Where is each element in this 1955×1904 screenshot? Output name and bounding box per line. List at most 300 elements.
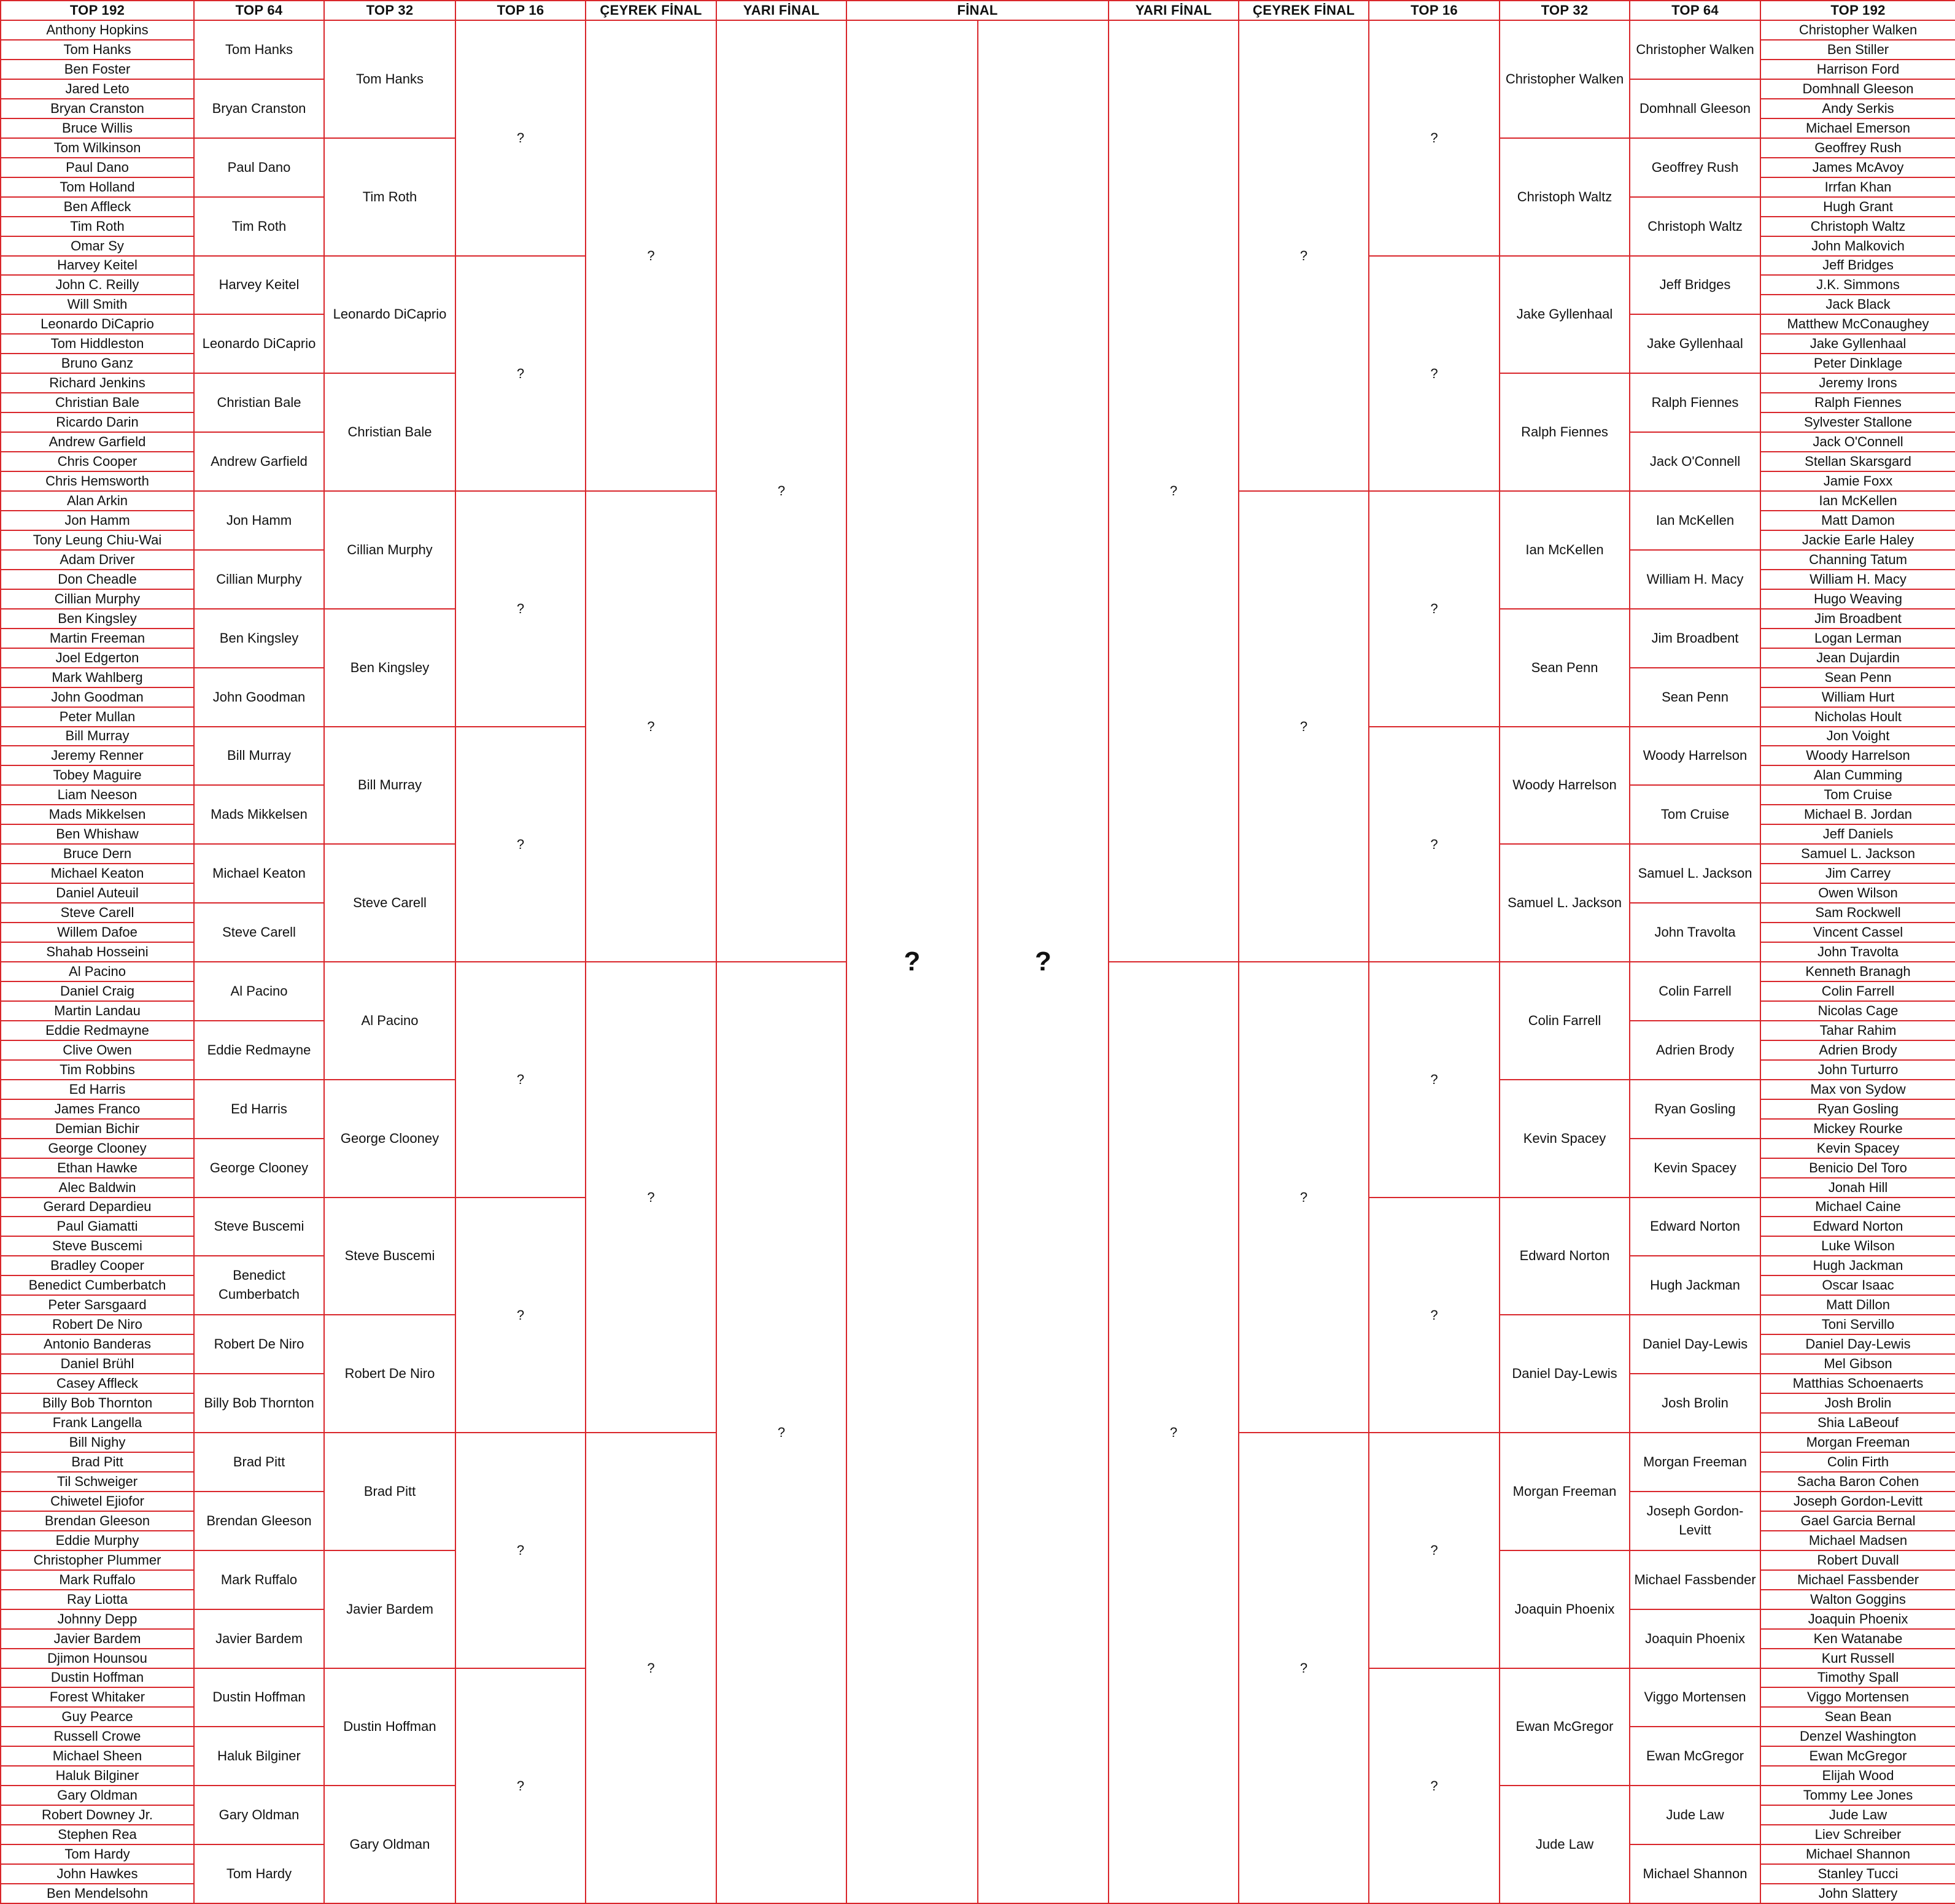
contestant-top192[interactable]: Walton Goggins — [1760, 1589, 1955, 1610]
contestant-top192[interactable]: Sean Bean — [1760, 1706, 1955, 1727]
contestant-top192[interactable]: Ben Mendelsohn — [0, 1883, 195, 1904]
contestant-top192[interactable]: Eddie Redmayne — [0, 1020, 195, 1041]
contestant-top192[interactable]: Jeremy Renner — [0, 745, 195, 766]
contestant-top192[interactable]: Matthias Schoenaerts — [1760, 1373, 1955, 1394]
contestant-top192[interactable]: Tom Hardy — [0, 1844, 195, 1865]
contestant-top192[interactable]: Max von Sydow — [1760, 1079, 1955, 1100]
contestant-top192[interactable]: Denzel Washington — [1760, 1726, 1955, 1747]
contestant-top192[interactable]: John Malkovich — [1760, 236, 1955, 257]
contestant-top64[interactable]: Jake Gyllenhaal — [1629, 314, 1761, 374]
contestant-top192[interactable]: Mark Ruffalo — [0, 1569, 195, 1590]
contestant-top64[interactable]: Hugh Jackman — [1629, 1255, 1761, 1315]
contestant-top192[interactable]: John C. Reilly — [0, 274, 195, 295]
contestant-top192[interactable]: Robert Downey Jr. — [0, 1805, 195, 1825]
contestant-top32[interactable]: Bill Murray — [323, 726, 456, 845]
contestant-top192[interactable]: Colin Firth — [1760, 1452, 1955, 1473]
contestant-top192[interactable]: Josh Brolin — [1760, 1393, 1955, 1414]
contestant-top64[interactable]: John Goodman — [193, 667, 325, 727]
contestant-top64[interactable]: Samuel L. Jackson — [1629, 843, 1761, 904]
contestant-top192[interactable]: Ryan Gosling — [1760, 1099, 1955, 1120]
contestant-top192[interactable]: Daniel Brühl — [0, 1353, 195, 1374]
contestant-top192[interactable]: Irrfan Khan — [1760, 177, 1955, 198]
contestant-top192[interactable]: Ethan Hawke — [0, 1158, 195, 1178]
contestant-top192[interactable]: Kenneth Branagh — [1760, 961, 1955, 982]
contestant-top192[interactable]: James McAvoy — [1760, 157, 1955, 178]
contestant-top64[interactable]: Haluk Bilginer — [193, 1726, 325, 1786]
contestant-top64[interactable]: Woody Harrelson — [1629, 726, 1761, 786]
contestant-top64[interactable]: Morgan Freeman — [1629, 1432, 1761, 1492]
contestant-top192[interactable]: Will Smith — [0, 294, 195, 315]
contestant-top192[interactable]: Ed Harris — [0, 1079, 195, 1100]
contestant-top192[interactable]: Forest Whitaker — [0, 1687, 195, 1708]
contestant-top192[interactable]: Harrison Ford — [1760, 59, 1955, 80]
contestant-top192[interactable]: Richard Jenkins — [0, 373, 195, 393]
contestant-top192[interactable]: Shia LaBeouf — [1760, 1412, 1955, 1433]
contestant-top192[interactable]: Anthony Hopkins — [0, 20, 195, 41]
contestant-top192[interactable]: Jude Law — [1760, 1805, 1955, 1825]
contestant-top64[interactable]: Viggo Mortensen — [1629, 1668, 1761, 1727]
contestant-top64[interactable]: Leonardo DiCaprio — [193, 314, 325, 374]
contestant-top192[interactable]: Peter Mullan — [0, 706, 195, 727]
contestant-top64[interactable]: Ryan Gosling — [1629, 1079, 1761, 1139]
contestant-top32[interactable]: Christopher Walken — [1499, 20, 1630, 139]
contestant-top64[interactable]: William H. Macy — [1629, 549, 1761, 610]
contestant-top192[interactable]: Andrew Garfield — [0, 431, 195, 452]
contestant-top64[interactable]: Ralph Fiennes — [1629, 373, 1761, 433]
contestant-top192[interactable]: Jamie Foxx — [1760, 471, 1955, 492]
contestant-top192[interactable]: Owen Wilson — [1760, 883, 1955, 904]
contestant-top64[interactable]: Cillian Murphy — [193, 549, 325, 610]
contestant-top192[interactable]: Edward Norton — [1760, 1216, 1955, 1237]
contestant-top192[interactable]: Tom Hiddleston — [0, 333, 195, 354]
contestant-top192[interactable]: William Hurt — [1760, 687, 1955, 708]
contestant-top32[interactable]: Christoph Waltz — [1499, 137, 1630, 257]
contestant-top192[interactable]: John Travolta — [1760, 942, 1955, 962]
contestant-top64[interactable]: Andrew Garfield — [193, 431, 325, 492]
contestant-top32[interactable]: Morgan Freeman — [1499, 1432, 1630, 1551]
contestant-top192[interactable]: Tommy Lee Jones — [1760, 1785, 1955, 1806]
contestant-top32[interactable]: Leonardo DiCaprio — [323, 255, 456, 374]
slot-top16: ? — [1368, 1668, 1500, 1904]
contestant-top32[interactable]: Gary Oldman — [323, 1785, 456, 1904]
contestant-top192[interactable]: Channing Tatum — [1760, 549, 1955, 570]
contestant-top192[interactable]: Jared Leto — [0, 79, 195, 99]
contestant-top64[interactable]: Javier Bardem — [193, 1609, 325, 1669]
contestant-top64[interactable]: Ben Kingsley — [193, 608, 325, 668]
contestant-top192[interactable]: Jack O'Connell — [1760, 431, 1955, 452]
contestant-top64[interactable]: Michael Shannon — [1629, 1844, 1761, 1904]
contestant-top192[interactable]: Antonio Banderas — [0, 1334, 195, 1355]
contestant-top64[interactable]: Dustin Hoffman — [193, 1668, 325, 1727]
contestant-top64[interactable]: Ian McKellen — [1629, 490, 1761, 551]
contestant-top64[interactable]: George Clooney — [193, 1138, 325, 1198]
contestant-top192[interactable]: Christian Bale — [0, 392, 195, 413]
contestant-top64[interactable]: Kevin Spacey — [1629, 1138, 1761, 1198]
contestant-top192[interactable]: Morgan Freeman — [1760, 1432, 1955, 1453]
contestant-top192[interactable]: Ben Kingsley — [0, 608, 195, 629]
slot-quarterfinal: ? — [585, 490, 717, 962]
contestant-top192[interactable]: Toni Servillo — [1760, 1314, 1955, 1335]
contestant-top192[interactable]: Dustin Hoffman — [0, 1668, 195, 1688]
contestant-top192[interactable]: Javier Bardem — [0, 1628, 195, 1649]
contestant-top192[interactable]: Samuel L. Jackson — [1760, 843, 1955, 864]
contestant-top192[interactable]: Adam Driver — [0, 549, 195, 570]
contestant-top64[interactable]: Tom Hanks — [193, 20, 325, 80]
slot-top16: ? — [1368, 726, 1500, 962]
slot-top16: ? — [1368, 961, 1500, 1198]
contestant-top192[interactable]: Paul Dano — [0, 157, 195, 178]
contestant-top64[interactable]: Gary Oldman — [193, 1785, 325, 1845]
contestant-top64[interactable]: Josh Brolin — [1629, 1373, 1761, 1433]
contestant-top192[interactable]: Steve Buscemi — [0, 1236, 195, 1256]
contestant-top32[interactable]: Jake Gyllenhaal — [1499, 255, 1630, 374]
contestant-top192[interactable]: Billy Bob Thornton — [0, 1393, 195, 1414]
contestant-top192[interactable]: Robert De Niro — [0, 1314, 195, 1335]
contestant-top192[interactable]: Logan Lerman — [1760, 628, 1955, 649]
contestant-top192[interactable]: Daniel Auteuil — [0, 883, 195, 904]
contestant-top192[interactable]: Stanley Tucci — [1760, 1863, 1955, 1884]
contestant-top192[interactable]: Nicolas Cage — [1760, 1000, 1955, 1021]
contestant-top192[interactable]: Jim Broadbent — [1760, 608, 1955, 629]
contestant-top192[interactable]: Alec Baldwin — [0, 1177, 195, 1198]
contestant-top192[interactable]: John Goodman — [0, 687, 195, 708]
contestant-top32[interactable]: Ewan McGregor — [1499, 1668, 1630, 1786]
contestant-top64[interactable]: Jim Broadbent — [1629, 608, 1761, 668]
contestant-top32[interactable]: Cillian Murphy — [323, 490, 456, 610]
contestant-top32[interactable]: Joaquin Phoenix — [1499, 1550, 1630, 1669]
contestant-top192[interactable]: Joaquin Phoenix — [1760, 1609, 1955, 1630]
contestant-top64[interactable]: Christopher Walken — [1629, 20, 1761, 80]
contestant-top192[interactable]: John Turturro — [1760, 1059, 1955, 1080]
contestant-top192[interactable]: Joseph Gordon-Levitt — [1760, 1491, 1955, 1512]
contestant-top192[interactable]: Michael Shannon — [1760, 1844, 1955, 1865]
contestant-top192[interactable]: Geoffrey Rush — [1760, 137, 1955, 158]
contestant-top192[interactable]: Jack Black — [1760, 294, 1955, 315]
contestant-top192[interactable]: Elijah Wood — [1760, 1765, 1955, 1786]
contestant-top64[interactable]: Bill Murray — [193, 726, 325, 786]
contestant-top192[interactable]: Tim Roth — [0, 216, 195, 237]
contestant-top32[interactable]: Brad Pitt — [323, 1432, 456, 1551]
contestant-top192[interactable]: Chris Cooper — [0, 451, 195, 472]
contestant-top192[interactable]: Mark Wahlberg — [0, 667, 195, 688]
contestant-top64[interactable]: Jon Hamm — [193, 490, 325, 551]
contestant-top192[interactable]: Michael Fassbender — [1760, 1569, 1955, 1590]
contestant-top192[interactable]: Peter Sarsgaard — [0, 1294, 195, 1315]
contestant-top192[interactable]: Cillian Murphy — [0, 589, 195, 610]
contestant-top192[interactable]: Tom Holland — [0, 177, 195, 198]
contestant-top192[interactable]: J.K. Simmons — [1760, 274, 1955, 295]
contestant-top32[interactable]: Javier Bardem — [323, 1550, 456, 1669]
contestant-top192[interactable]: Nicholas Hoult — [1760, 706, 1955, 727]
contestant-top64[interactable]: Jack O'Connell — [1629, 431, 1761, 492]
contestant-top192[interactable]: Eddie Murphy — [0, 1530, 195, 1551]
contestant-top32[interactable]: Ralph Fiennes — [1499, 373, 1630, 492]
contestant-top192[interactable]: Til Schweiger — [0, 1471, 195, 1492]
contestant-top32[interactable]: Ian McKellen — [1499, 490, 1630, 610]
contestant-top192[interactable]: Jon Hamm — [0, 510, 195, 531]
contestant-top192[interactable]: Michael Madsen — [1760, 1530, 1955, 1551]
contestant-top192[interactable]: Benicio Del Toro — [1760, 1158, 1955, 1178]
contestant-top192[interactable]: Bruce Dern — [0, 843, 195, 864]
contestant-top192[interactable]: Haluk Bilginer — [0, 1765, 195, 1786]
contestant-top64[interactable]: Harvey Keitel — [193, 255, 325, 315]
contestant-top192[interactable]: Omar Sy — [0, 236, 195, 257]
contestant-top192[interactable]: Ben Foster — [0, 59, 195, 80]
contestant-top192[interactable]: Christopher Plummer — [0, 1550, 195, 1571]
contestant-top64[interactable]: Adrien Brody — [1629, 1020, 1761, 1080]
contestant-top32[interactable]: Jude Law — [1499, 1785, 1630, 1904]
contestant-top32[interactable]: Al Pacino — [323, 961, 456, 1080]
contestant-top192[interactable]: Bruno Ganz — [0, 353, 195, 374]
contestant-top192[interactable]: Ewan McGregor — [1760, 1746, 1955, 1767]
contestant-top192[interactable]: Sylvester Stallone — [1760, 412, 1955, 433]
contestant-top192[interactable]: Hugh Jackman — [1760, 1255, 1955, 1276]
contestant-top192[interactable]: Matthew McConaughey — [1760, 314, 1955, 335]
contestant-top192[interactable]: Kurt Russell — [1760, 1648, 1955, 1669]
slot-semifinal: ? — [1108, 961, 1239, 1904]
contestant-top192[interactable]: Mel Gibson — [1760, 1353, 1955, 1374]
contestant-top192[interactable]: Johnny Depp — [0, 1609, 195, 1630]
contestant-top64[interactable]: Ed Harris — [193, 1079, 325, 1139]
contestant-top192[interactable]: Martin Freeman — [0, 628, 195, 649]
contestant-top192[interactable]: Jean Dujardin — [1760, 648, 1955, 668]
contestant-top192[interactable]: Sean Penn — [1760, 667, 1955, 688]
contestant-top192[interactable]: Don Cheadle — [0, 569, 195, 590]
contestant-top192[interactable]: Tom Wilkinson — [0, 137, 195, 158]
contestant-top192[interactable]: Luke Wilson — [1760, 1236, 1955, 1256]
contestant-top192[interactable]: Michael Caine — [1760, 1197, 1955, 1217]
contestant-top32[interactable]: Steve Carell — [323, 843, 456, 962]
contestant-top192[interactable]: Bryan Cranston — [0, 98, 195, 119]
contestant-top32[interactable]: Ben Kingsley — [323, 608, 456, 727]
contestant-top192[interactable]: Hugo Weaving — [1760, 589, 1955, 610]
contestant-top192[interactable]: Michael Keaton — [0, 863, 195, 884]
contestant-top192[interactable]: Steve Carell — [0, 902, 195, 923]
contestant-top192[interactable]: Tom Cruise — [1760, 784, 1955, 805]
contestant-top192[interactable]: Gerard Depardieu — [0, 1197, 195, 1217]
contestant-top192[interactable]: Stellan Skarsgard — [1760, 451, 1955, 472]
contestant-top64[interactable]: Tom Cruise — [1629, 784, 1761, 845]
contestant-top192[interactable]: Vincent Cassel — [1760, 922, 1955, 943]
contestant-top192[interactable]: Adrien Brody — [1760, 1040, 1955, 1061]
contestant-top64[interactable]: Benedict Cumberbatch — [193, 1255, 325, 1315]
contestant-top64[interactable]: Steve Carell — [193, 902, 325, 962]
contestant-top192[interactable]: Bill Nighy — [0, 1432, 195, 1453]
contestant-top32[interactable]: Sean Penn — [1499, 608, 1630, 727]
contestant-top192[interactable]: William H. Macy — [1760, 569, 1955, 590]
contestant-top64[interactable]: Colin Farrell — [1629, 961, 1761, 1021]
contestant-top192[interactable]: Harvey Keitel — [0, 255, 195, 276]
contestant-top32[interactable]: Daniel Day-Lewis — [1499, 1314, 1630, 1433]
contestant-top192[interactable]: Stephen Rea — [0, 1824, 195, 1845]
contestant-top32[interactable]: Dustin Hoffman — [323, 1668, 456, 1786]
contestant-top192[interactable]: Timothy Spall — [1760, 1668, 1955, 1688]
contestant-top192[interactable]: Ben Stiller — [1760, 39, 1955, 60]
contestant-top32[interactable]: Tom Hanks — [323, 20, 456, 139]
contestant-top192[interactable]: Peter Dinklage — [1760, 353, 1955, 374]
contestant-top64[interactable]: Sean Penn — [1629, 667, 1761, 727]
contestant-top192[interactable]: Willem Dafoe — [0, 922, 195, 943]
contestant-top192[interactable]: Alan Cumming — [1760, 765, 1955, 786]
contestant-top192[interactable]: Ken Watanabe — [1760, 1628, 1955, 1649]
contestant-top192[interactable]: Chris Hemsworth — [0, 471, 195, 492]
contestant-top192[interactable]: Leonardo DiCaprio — [0, 314, 195, 335]
contestant-top192[interactable]: Daniel Craig — [0, 981, 195, 1002]
contestant-top64[interactable]: Daniel Day-Lewis — [1629, 1314, 1761, 1374]
contestant-top192[interactable]: Matt Damon — [1760, 510, 1955, 531]
contestant-top64[interactable]: Brad Pitt — [193, 1432, 325, 1492]
contestant-top192[interactable]: John Hawkes — [0, 1863, 195, 1884]
column-header: TOP 16 — [1368, 0, 1500, 21]
contestant-top192[interactable]: Ben Whishaw — [0, 824, 195, 845]
contestant-top192[interactable]: James Franco — [0, 1099, 195, 1120]
contestant-top192[interactable]: Brad Pitt — [0, 1452, 195, 1473]
contestant-top192[interactable]: Liev Schreiber — [1760, 1824, 1955, 1845]
contestant-top32[interactable]: Samuel L. Jackson — [1499, 843, 1630, 962]
contestant-top192[interactable]: Michael Emerson — [1760, 118, 1955, 139]
contestant-top192[interactable]: Guy Pearce — [0, 1706, 195, 1727]
contestant-top64[interactable]: Christoph Waltz — [1629, 196, 1761, 257]
contestant-top192[interactable]: Bill Murray — [0, 726, 195, 746]
contestant-top64[interactable]: Mark Ruffalo — [193, 1550, 325, 1610]
contestant-top192[interactable]: Andy Serkis — [1760, 98, 1955, 119]
contestant-top192[interactable]: Robert Duvall — [1760, 1550, 1955, 1571]
contestant-top192[interactable]: Tahar Rahim — [1760, 1020, 1955, 1041]
contestant-top192[interactable]: Ray Liotta — [0, 1589, 195, 1610]
contestant-top192[interactable]: Jon Voight — [1760, 726, 1955, 746]
contestant-top192[interactable]: Djimon Hounsou — [0, 1648, 195, 1669]
contestant-top192[interactable]: Michael B. Jordan — [1760, 804, 1955, 825]
contestant-top32[interactable]: Edward Norton — [1499, 1197, 1630, 1315]
contestant-top64[interactable]: Billy Bob Thornton — [193, 1373, 325, 1433]
contestant-top192[interactable]: Michael Sheen — [0, 1746, 195, 1767]
contestant-top192[interactable]: Gary Oldman — [0, 1785, 195, 1806]
contestant-top192[interactable]: Benedict Cumberbatch — [0, 1275, 195, 1296]
contestant-top192[interactable]: Jim Carrey — [1760, 863, 1955, 884]
contestant-top64[interactable]: Paul Dano — [193, 137, 325, 198]
contestant-top64[interactable]: Mads Mikkelsen — [193, 784, 325, 845]
contestant-top192[interactable]: Mickey Rourke — [1760, 1118, 1955, 1139]
contestant-top192[interactable]: Tim Robbins — [0, 1059, 195, 1080]
contestant-top192[interactable]: Gael Garcia Bernal — [1760, 1511, 1955, 1531]
contestant-top64[interactable]: Michael Fassbender — [1629, 1550, 1761, 1610]
contestant-top64[interactable]: Jeff Bridges — [1629, 255, 1761, 315]
contestant-top32[interactable]: Christian Bale — [323, 373, 456, 492]
contestant-top192[interactable]: George Clooney — [0, 1138, 195, 1159]
contestant-top192[interactable]: Ben Affleck — [0, 196, 195, 217]
slot-top16: ? — [1368, 20, 1500, 257]
column-header: ÇEYREK FİNAL — [585, 0, 717, 21]
contestant-top192[interactable]: Al Pacino — [0, 961, 195, 982]
contestant-top192[interactable]: Jeff Bridges — [1760, 255, 1955, 276]
contestant-top64[interactable]: Bryan Cranston — [193, 79, 325, 139]
contestant-top192[interactable]: Ian McKellen — [1760, 490, 1955, 511]
contestant-top64[interactable]: Robert De Niro — [193, 1314, 325, 1374]
contestant-top192[interactable]: Liam Neeson — [0, 784, 195, 805]
contestant-top32[interactable]: Steve Buscemi — [323, 1197, 456, 1315]
contestant-top32[interactable]: Robert De Niro — [323, 1314, 456, 1433]
contestant-top192[interactable]: Sam Rockwell — [1760, 902, 1955, 923]
contestant-top192[interactable]: Daniel Day-Lewis — [1760, 1334, 1955, 1355]
slot-top16: ? — [455, 20, 586, 257]
contestant-top192[interactable]: Casey Affleck — [0, 1373, 195, 1394]
contestant-top64[interactable]: Geoffrey Rush — [1629, 137, 1761, 198]
contestant-top64[interactable]: Eddie Redmayne — [193, 1020, 325, 1080]
slot-semifinal: ? — [716, 961, 847, 1904]
contestant-top192[interactable]: Jeff Daniels — [1760, 824, 1955, 845]
contestant-top64[interactable]: Joaquin Phoenix — [1629, 1609, 1761, 1669]
contestant-top192[interactable]: Demian Bichir — [0, 1118, 195, 1139]
contestant-top192[interactable]: Frank Langella — [0, 1412, 195, 1433]
contestant-top32[interactable]: George Clooney — [323, 1079, 456, 1198]
contestant-top192[interactable]: Tobey Maguire — [0, 765, 195, 786]
contestant-top64[interactable]: Joseph Gordon-Levitt — [1629, 1491, 1761, 1551]
slot-top16: ? — [455, 255, 586, 492]
contestant-top32[interactable]: Colin Farrell — [1499, 961, 1630, 1080]
contestant-top192[interactable]: Joel Edgerton — [0, 648, 195, 668]
contestant-top192[interactable]: Kevin Spacey — [1760, 1138, 1955, 1159]
contestant-top192[interactable]: Bradley Cooper — [0, 1255, 195, 1276]
contestant-top192[interactable]: Mads Mikkelsen — [0, 804, 195, 825]
contestant-top64[interactable]: Michael Keaton — [193, 843, 325, 904]
contestant-top64[interactable]: Jude Law — [1629, 1785, 1761, 1845]
contestant-top192[interactable]: Domhnall Gleeson — [1760, 79, 1955, 99]
contestant-top192[interactable]: Matt Dillon — [1760, 1294, 1955, 1315]
contestant-top64[interactable]: Brendan Gleeson — [193, 1491, 325, 1551]
contestant-top64[interactable]: Ewan McGregor — [1629, 1726, 1761, 1786]
contestant-top192[interactable]: Ralph Fiennes — [1760, 392, 1955, 413]
contestant-top192[interactable]: Martin Landau — [0, 1000, 195, 1021]
contestant-top32[interactable]: Tim Roth — [323, 137, 456, 257]
contestant-top192[interactable]: Viggo Mortensen — [1760, 1687, 1955, 1708]
contestant-top192[interactable]: Brendan Gleeson — [0, 1511, 195, 1531]
contestant-top192[interactable]: Tom Hanks — [0, 39, 195, 60]
contestant-top192[interactable]: Colin Farrell — [1760, 981, 1955, 1002]
contestant-top192[interactable]: Tony Leung Chiu-Wai — [0, 530, 195, 551]
contestant-top192[interactable]: Chiwetel Ejiofor — [0, 1491, 195, 1512]
contestant-top192[interactable]: Sacha Baron Cohen — [1760, 1471, 1955, 1492]
contestant-top192[interactable]: Jonah Hill — [1760, 1177, 1955, 1198]
contestant-top192[interactable]: Woody Harrelson — [1760, 745, 1955, 766]
contestant-top192[interactable]: Bruce Willis — [0, 118, 195, 139]
contestant-top192[interactable]: Shahab Hosseini — [0, 942, 195, 962]
contestant-top192[interactable]: Jeremy Irons — [1760, 373, 1955, 393]
contestant-top192[interactable]: Oscar Isaac — [1760, 1275, 1955, 1296]
contestant-top64[interactable]: Domhnall Gleeson — [1629, 79, 1761, 139]
contestant-top32[interactable]: Kevin Spacey — [1499, 1079, 1630, 1198]
contestant-top192[interactable]: John Slattery — [1760, 1883, 1955, 1904]
contestant-top192[interactable]: Paul Giamatti — [0, 1216, 195, 1237]
contestant-top64[interactable]: Steve Buscemi — [193, 1197, 325, 1256]
contestant-top192[interactable]: Hugh Grant — [1760, 196, 1955, 217]
contestant-top192[interactable]: Jackie Earle Haley — [1760, 530, 1955, 551]
contestant-top64[interactable]: Christian Bale — [193, 373, 325, 433]
contestant-top192[interactable]: Clive Owen — [0, 1040, 195, 1061]
contestant-top192[interactable]: Christopher Walken — [1760, 20, 1955, 41]
contestant-top192[interactable]: Russell Crowe — [0, 1726, 195, 1747]
contestant-top64[interactable]: Tim Roth — [193, 196, 325, 257]
contestant-top192[interactable]: Ricardo Darin — [0, 412, 195, 433]
contestant-top192[interactable]: Alan Arkin — [0, 490, 195, 511]
contestant-top64[interactable]: John Travolta — [1629, 902, 1761, 962]
contestant-top32[interactable]: Woody Harrelson — [1499, 726, 1630, 845]
slot-top16: ? — [455, 490, 586, 727]
contestant-top192[interactable]: Jake Gyllenhaal — [1760, 333, 1955, 354]
contestant-top64[interactable]: Edward Norton — [1629, 1197, 1761, 1256]
contestant-top64[interactable]: Al Pacino — [193, 961, 325, 1021]
contestant-top192[interactable]: Christoph Waltz — [1760, 216, 1955, 237]
contestant-top64[interactable]: Tom Hardy — [193, 1844, 325, 1904]
